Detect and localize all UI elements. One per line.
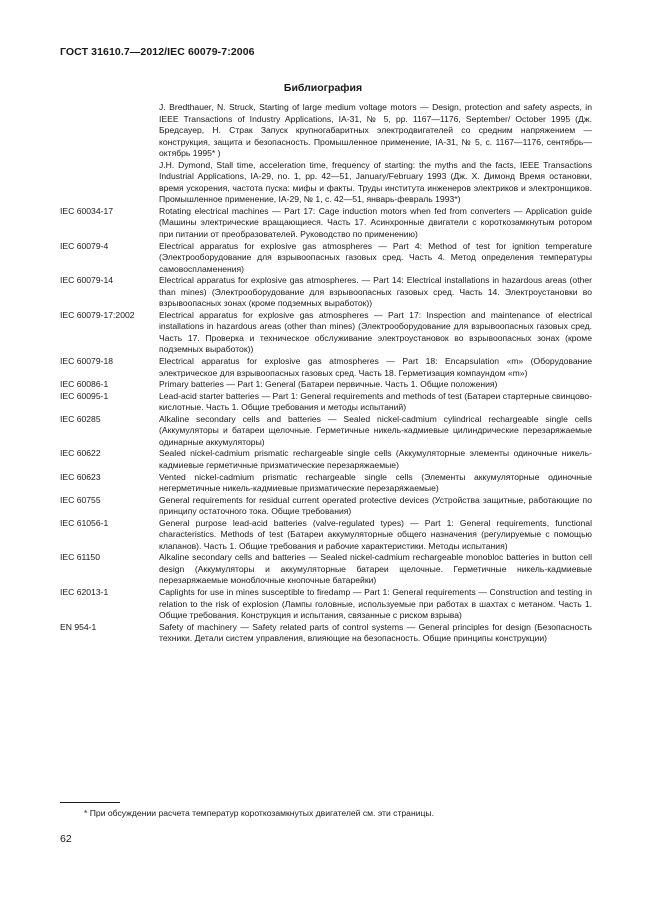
entry-text: Sealed nickel-cadmium prismatic rechargeable single cells (Аккумуляторные элементы одиночные никель-кадмиевые герметичные призматические перезаряжаемые) [159, 448, 592, 470]
bibliography-entry [60, 310, 592, 356]
bibliography-entry [60, 552, 592, 587]
entry-code: IEC 60034-17 [60, 205, 114, 216]
bibliography-entry [60, 160, 592, 206]
entry-code: IEC 60079-14 [60, 275, 114, 286]
bibliography-list [60, 102, 592, 645]
entry-text: Electrical apparatus for explosive gas atmospheres — Part 17: Inspection and maintenance of electrical installations in hazardous areas (other than mines) (Электрооборудование для взрывоопасных газовых сред. Часть 17. Проверка и техническое обслуживание электроустановок во взрывоопасных зонах (кроме подземных выработок)) [159, 309, 592, 355]
bibliography-entry [60, 495, 592, 518]
entry-code: IEC 60095-1 [60, 390, 109, 401]
bibliography-entry [60, 391, 592, 414]
entry-code: IEC 60079-4 [60, 240, 109, 251]
entry-code: IEC 60623 [60, 471, 101, 482]
entry-text: Electrical apparatus for explosive gas atmospheres — Part 4: Method of test for ignition temperature (Электрооборудование для взрывоопасных газовых сред. Часть 4. Метод определения температуры самовоспламенения) [159, 240, 592, 274]
entry-text: Caplights for use in mines susceptible to firedamp — Part 1: General requirements — Construction and testing in relation to the risk of explosion (Лампы головные, используемые при работах в шахтах с метаном. Часть 1. Общие требования. Конструкция и испытания, связанные с риском взрыва) [159, 586, 592, 621]
entry-text: General purpose lead-acid batteries (valve-regulated types) — Part 1: General requirements, functional characteristics. Methods of test (Батареи аккумуляторные общего назначения (регулируемые с помощью клапанов). Часть 1. Общие требования и рабочие характеристики. Методы испытания) [159, 517, 592, 551]
bibliography-entry [60, 448, 592, 471]
bibliography-entry [60, 102, 592, 160]
bibliography-entry [60, 472, 592, 495]
entry-text: Safety of machinery — Safety related parts of control systems — General principles for design (Безопасность техники. Детали систем управления, влияющие на безопасность. Общие принципы конструкции) [159, 621, 592, 644]
bibliography-entry [60, 241, 592, 276]
entry-code: IEC 60086-1 [60, 379, 109, 390]
entry-text: Electrical apparatus for explosive gas atmospheres — Part 18: Encapsulation «m» (Оборудование электрическое для взрывоопасных газовых сред. Часть 18. Герметизация компаундом «m») [159, 356, 592, 378]
entry-code [60, 102, 159, 160]
bibliography-entry [60, 587, 592, 622]
entry-code: IEC 60285 [60, 413, 101, 424]
document-header: ГОСТ 31610.7—2012/IEC 60079-7:2006 [60, 46, 255, 58]
entry-code: IEC 61150 [60, 552, 100, 563]
entry-text: Rotating electrical machines — Part 17: Cage induction motors when fed from converters — Application guide (Машины электрические вращающиеся. Часть 17. Асинхронные двигатели с короткозамкнутым ротором при питании от преобразователей. Руководство по применению) [159, 205, 592, 240]
entry-text: J. Bredthauer, N. Struck, Starting of large medium voltage motors — Design, protection and safety aspects, in IEEE Transactions of Industry Applications, IA-31, № 5, pp. 1167—1176, September/ October 1995 (Дж. Бредсауер, Н. Страк Запуск крупногабаритных электродвигателей со средним напряжением — конструкция, защита и безопасность. Промышленное применение, IA-31, № 5, с. 1167—1176, сентябрь—октябрь 1995* ) [159, 102, 592, 159]
bibliography-entry [60, 356, 592, 379]
bibliography-entry [60, 275, 592, 310]
bibliography-entry [60, 379, 592, 391]
entry-code: IEC 60622 [60, 448, 101, 459]
bibliography-entry [60, 414, 592, 449]
bibliography-entry [60, 622, 592, 645]
bibliography-entry [60, 518, 592, 553]
entry-code: IEC 62013-1 [60, 586, 109, 597]
entry-code: IEC 60079-17:2002 [60, 309, 135, 320]
footnote: * При обсуждении расчета температур короткозамкнутых двигателей см. эти страницы. [84, 808, 434, 818]
footnote-divider [60, 802, 120, 803]
entry-text: Alkaline secondary cells and batteries — Sealed nickel-cadmium rechargeable monobloc batteries in button cell design (Аккумуляторы и аккумуляторные батареи щелочные. Герметичные никель-кадмиевые перезаряжаемые моноблочные кнопочные батарейки) [159, 552, 592, 586]
bibliography-title: Библиография [283, 82, 363, 94]
page-number: 62 [60, 833, 72, 845]
entry-text: Lead-acid starter batteries — Part 1: General requirements and methods of test (Батареи стартерные свинцово-кислотные. Часть 1. Общие требования и методы испытаний) [159, 390, 592, 413]
entry-text: Alkaline secondary cells and batteries — Sealed nickel-cadmium cylindrical rechargeable single cells (Аккумуляторы и батареи щелочные. Герметичные никель-кадмиевые цилиндрические перезаряжаемые одинарные аккумуляторы) [159, 413, 592, 447]
bibliography-entry [60, 206, 592, 241]
entry-code: IEC 61056-1 [60, 517, 109, 528]
entry-code [60, 160, 159, 206]
entry-text: Vented nickel-cadmium prismatic rechargeable single cells (Элементы аккумуляторные одиночные негерметичные никель-кадмиевые призматические перезаряжаемые) [159, 471, 592, 494]
entry-text: J.H. Dymond, Stall time, acceleration time, frequency of starting: the myths and the facts, IEEE Transactions Industrial Applications, IA-29, no. 1, pp. 42—51, January/February 1993 (Дж. X. Димонд Время остановки, время ускорения, частота пуска: мифы и факты. Труды института инженеров электриков и электронщиков. Промышленное применение, IA-29, № 1, с. 42—51, январь-февраль 1993*) [159, 159, 592, 205]
entry-text: General requirements for residual current operated protective devices (Устройства защитные, работающие по принципу остаточного тока. Общие требования) [159, 494, 592, 517]
entry-text: Electrical apparatus for explosive gas atmospheres. — Part 14: Electrical installations in hazardous areas (other than mines) (Электрооборудование для взрывоопасных газовых сред. Часть 14. Электроустановки во взрывоопасных зонах (кроме подземных выработок)) [159, 275, 592, 309]
entry-code: EN 954-1 [60, 621, 97, 632]
entry-text: Primary batteries — Part 1: General (Батареи первичные. Часть 1. Общие положения) [159, 379, 498, 390]
entry-code: IEC 60079-18 [60, 356, 114, 367]
entry-code: IEC 60755 [60, 494, 101, 505]
